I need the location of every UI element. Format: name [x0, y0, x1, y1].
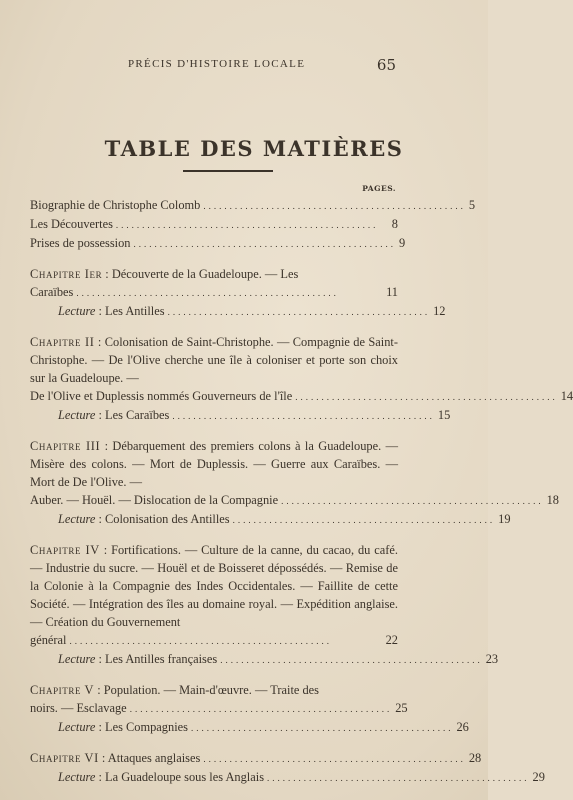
lecture-title: : Colonisation des Antilles	[95, 512, 230, 526]
toc-title: TABLE DES MATIÈRES	[104, 136, 404, 161]
lecture-entry	[30, 718, 469, 737]
lecture-page: 19	[498, 512, 511, 526]
chapter-1	[30, 265, 446, 321]
lecture-entry	[30, 768, 545, 787]
chapter-body: : Découverte de la Guadeloupe. — Les	[102, 267, 299, 281]
lecture-label: Lecture	[58, 408, 96, 422]
chapter-last-text: : Attaques anglaises	[98, 751, 201, 765]
chapter-last-line	[30, 749, 482, 768]
chapter-last-text: noirs. — Esclavage	[30, 701, 127, 715]
chapter-label: Chapitre III	[30, 439, 101, 453]
chapter-last-line	[30, 491, 559, 510]
leader-dots: ..................................................	[220, 655, 483, 665]
lecture-title: : Les Antilles françaises	[95, 652, 218, 666]
chapter-label: Chapitre V	[30, 683, 95, 697]
lecture-entry	[30, 510, 511, 529]
running-head	[0, 58, 488, 78]
lecture-label: Lecture	[58, 304, 96, 318]
lecture-title: : La Guadeloupe sous les Anglais	[95, 770, 265, 784]
chapter-last-line	[30, 699, 408, 718]
toc-content	[30, 196, 573, 787]
chapter-2	[30, 333, 573, 425]
chapter-4	[30, 541, 499, 669]
chapter-last-text: Caraïbes	[30, 285, 74, 299]
lecture-label: Lecture	[58, 512, 96, 526]
chapter-last-text: général	[30, 633, 67, 647]
leader-dots: ..................................................	[295, 392, 558, 402]
lecture-page: 26	[456, 720, 469, 734]
lecture-page: 29	[532, 770, 545, 784]
toc-entry	[30, 234, 406, 253]
lecture-label: Lecture	[58, 652, 96, 666]
leader-dots: ..................................................	[69, 636, 332, 646]
chapter-3	[30, 437, 559, 529]
toc-entry-text: Prises de possession	[30, 236, 131, 250]
chapter-page: 14	[560, 389, 573, 403]
chapter-page: 22	[385, 633, 398, 647]
chapter-last-line	[30, 631, 398, 650]
chapter-last-line	[30, 283, 398, 302]
lecture-title: : Les Caraïbes	[95, 408, 170, 422]
toc-entry-text: Les Découvertes	[30, 217, 113, 231]
leader-dots: ..................................................	[133, 239, 397, 249]
pages-column-label: PAGES.	[362, 184, 396, 193]
lecture-entry	[30, 406, 451, 425]
lecture-page: 12	[433, 304, 446, 318]
toc-entry	[30, 196, 476, 215]
lecture-label: Lecture	[58, 770, 96, 784]
title-rule	[183, 170, 273, 172]
toc-entry-page: 9	[399, 236, 406, 250]
leader-dots: ..................................................	[167, 307, 431, 317]
lecture-title: : Les Compagnies	[95, 720, 188, 734]
chapter-label: Chapitre Ier	[30, 267, 103, 281]
chapter-heading-text	[30, 749, 200, 767]
lecture-title: : Les Antilles	[95, 304, 165, 318]
lecture-entry	[30, 302, 446, 321]
lecture-text	[58, 768, 264, 786]
chapter-page: 11	[386, 285, 398, 299]
leader-dots: ..................................................	[190, 723, 454, 733]
leader-dots: ..................................................	[203, 201, 466, 211]
leader-dots: ..................................................	[129, 704, 393, 714]
chapter-last-text: Auber. — Houël. — Dislocation de la Compagnie	[30, 493, 279, 507]
chapter-5	[30, 681, 469, 737]
chapter-last-text: De l'Olive et Duplessis nommés Gouverneurs de l'île	[30, 389, 293, 403]
page-number: 65	[376, 56, 396, 74]
chapter-body: : Débarquement des premiers colons à la Guadeloupe. — Misère des colons. — Mort de Duplessis. — Guerre aux Caraïbes. — Mort de De l'Olive. —	[30, 439, 398, 489]
lecture-label: Lecture	[58, 720, 96, 734]
toc-entry	[30, 215, 398, 234]
chapter-heading	[30, 437, 398, 491]
chapter-heading	[30, 681, 398, 699]
running-head-title: PRÉCIS D'HISTOIRE LOCALE	[128, 58, 306, 70]
toc-entry-page: 5	[468, 198, 476, 212]
chapter-label: Chapitre VI	[30, 751, 99, 765]
leader-dots: ..................................................	[115, 220, 379, 230]
lecture-text	[58, 718, 188, 736]
chapter-heading	[30, 333, 398, 387]
lecture-text	[58, 650, 217, 668]
lecture-text	[58, 302, 165, 320]
lecture-page: 23	[485, 652, 499, 666]
chapter-label: Chapitre IV	[30, 543, 100, 557]
chapter-page: 28	[468, 751, 482, 765]
chapter-page: 25	[395, 701, 408, 715]
leader-dots: ..................................................	[172, 411, 435, 421]
toc-entry-page: 8	[391, 217, 398, 231]
chapter-heading	[30, 541, 398, 631]
leader-dots: ..................................................	[76, 288, 339, 298]
leader-dots: ..................................................	[232, 515, 496, 525]
toc-entry-text: Biographie de Christophe Colomb	[30, 198, 201, 212]
chapter-body: : Fortifications. — Culture de la canne, du cacao, du café. — Industrie du sucre. — Houël et de Boisseret dépossédés. — Remise de la Colonie à la Compagnie des Indes Occidentales. — Faillite de cette Société. — Intégration des îles au domaine royal. — Expédition anglaise. — Création du Gouvernement	[30, 543, 398, 629]
chapter-6	[30, 749, 545, 787]
lecture-page: 15	[437, 408, 451, 422]
chapter-body: : Colonisation de Saint-Christophe. — Compagnie de Saint-Christophe. — De l'Olive cherche une île à coloniser et porte son choix sur la Guadeloupe. —	[30, 335, 398, 385]
chapter-last-line	[30, 387, 573, 406]
chapter-heading	[30, 265, 398, 283]
chapter-body: : Population. — Main-d'œuvre. — Traite des	[94, 683, 320, 697]
leader-dots: ..................................................	[267, 773, 530, 783]
leader-dots: ..................................................	[203, 754, 466, 764]
chapter-label: Chapitre II	[30, 335, 95, 349]
chapter-page: 18	[546, 493, 559, 507]
lecture-text	[58, 406, 169, 424]
leader-dots: ..................................................	[281, 496, 544, 506]
lecture-text	[58, 510, 230, 528]
lecture-entry	[30, 650, 499, 669]
